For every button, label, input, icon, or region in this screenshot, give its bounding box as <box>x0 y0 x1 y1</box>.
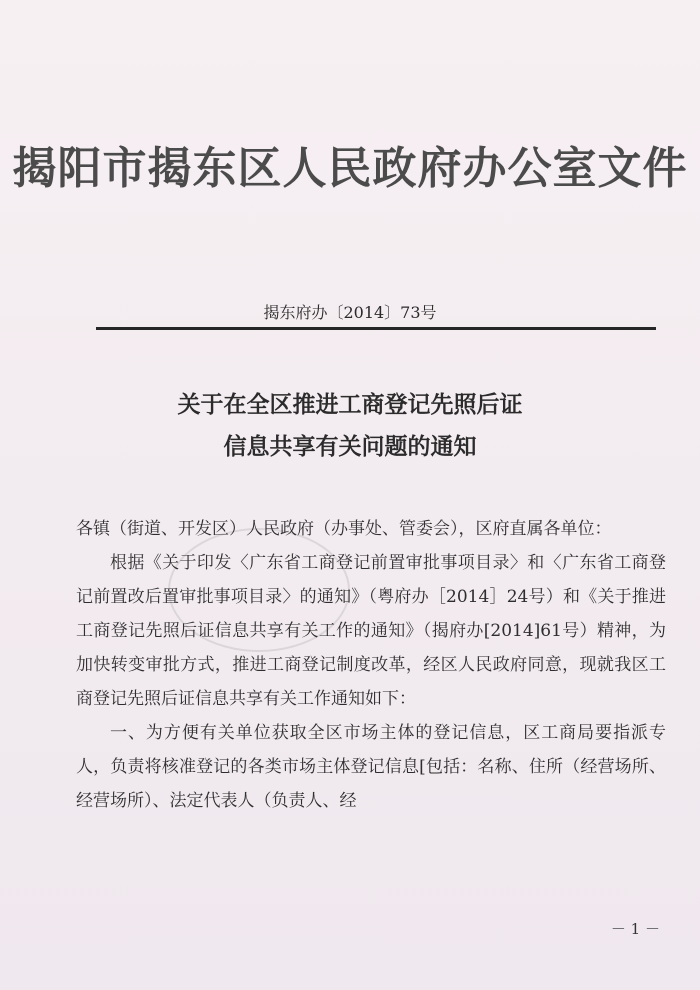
document-body <box>76 512 666 818</box>
addressee: 各镇（街道、开发区）人民政府（办事处、管委会），区府直属各单位： <box>76 519 612 539</box>
page-number: － 1 － <box>610 920 660 938</box>
notice-title-line-1: 关于在全区推进工商登记先照后证 <box>177 392 523 418</box>
paragraph-1: 根据《关于印发〈广东省工商登记前置审批事项目录〉和〈广东省工商登记前置改后置审批事项目录〉的通知》（粤府办［2014］24号）和《关于推进工商登记先照后证信息共享有关工作的通知》（揭府办[2014]61号）精神，为加快转变审批方式，推进工商登记制度改革，经区人民政府同意，现就我区工商登记先照后证信息共享有关工作通知如下： <box>76 553 666 709</box>
issuing-office-title: 揭阳市揭东区人民政府办公室文件 <box>12 143 688 194</box>
document-number: 揭东府办〔2014〕73号 <box>263 303 437 322</box>
header-divider <box>96 327 656 330</box>
paragraph-2: 一、为方便有关单位获取全区市场主体的登记信息，区工商局要指派专人，负责将核准登记的各类市场主体登记信息[包括：名称、住所（经营场所、经营场所）、法定代表人（负责人、经 <box>76 723 666 811</box>
notice-title-line-2: 信息共享有关问题的通知 <box>223 434 477 460</box>
